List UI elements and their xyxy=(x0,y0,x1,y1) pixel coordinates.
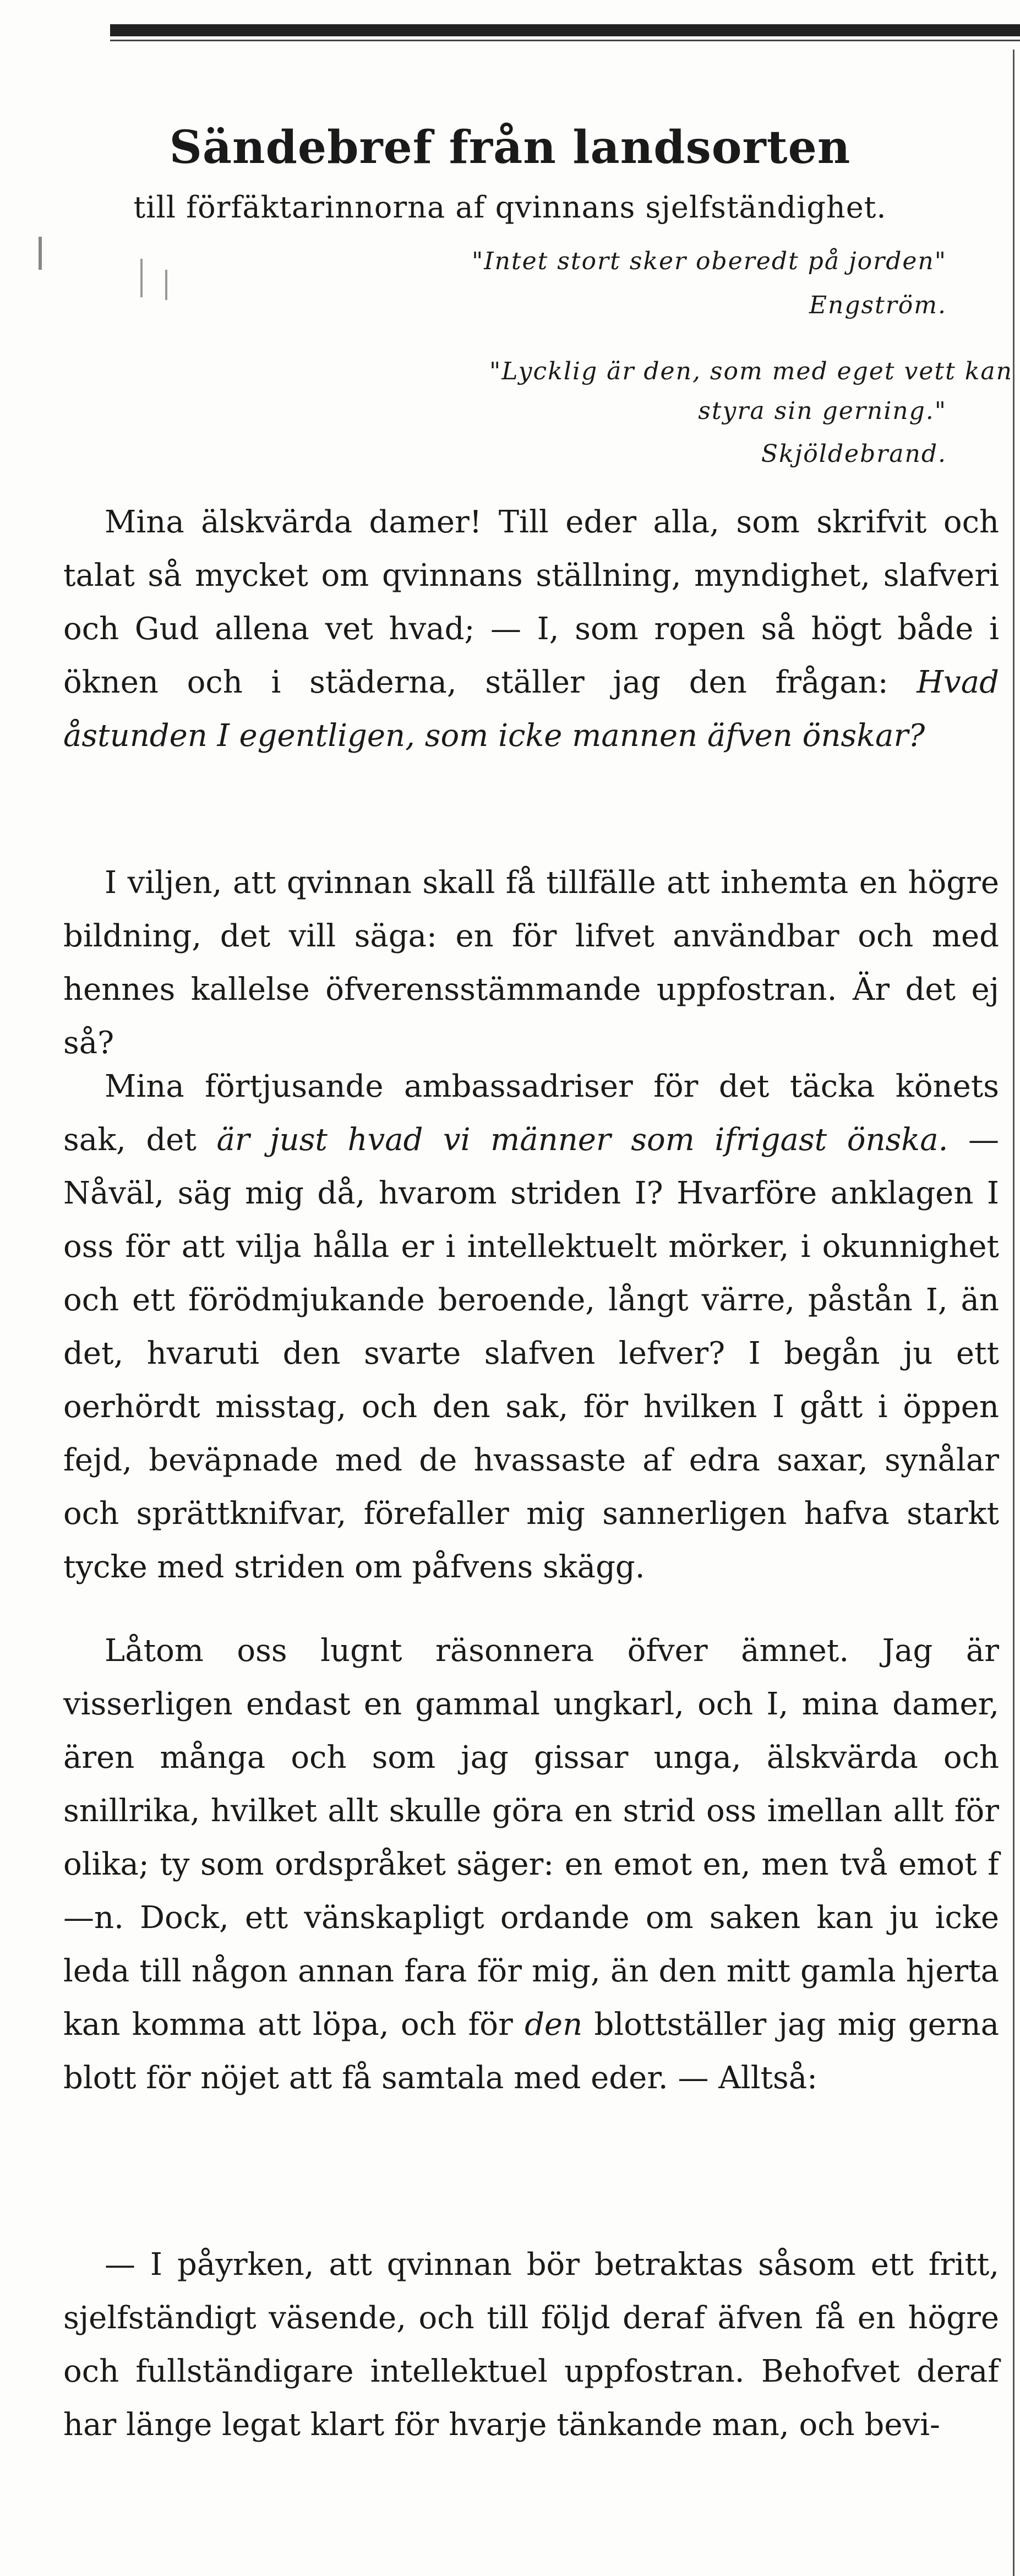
paragraph-emphasis: den xyxy=(525,2007,583,2043)
epigraph-attribution: Skjöldebrand. xyxy=(761,440,947,468)
article-subtitle: till förfäktarinnorna af qvinnans sjelfständighet. xyxy=(133,190,887,225)
margin-mark xyxy=(39,237,42,270)
margin-mark xyxy=(140,259,143,297)
paragraph-emphasis: är just hvad vi männer som ifrigast önska. xyxy=(216,1122,948,1158)
epigraph-attribution: Engström. xyxy=(809,291,947,319)
epigraph-quote: "Lycklig är den, som med eget vett kan xyxy=(489,357,1013,385)
top-rule xyxy=(110,24,1020,36)
paragraph xyxy=(63,1624,999,2105)
paragraph-text: — Nåväl, säg mig då, hvarom striden I? Hvarföre anklagen I oss för att vilja hålla er i intellektuelt mörker, i okunnighet och ett förödmjukande beroende, långt värre, påstån I, än det, hvaruti den svarte slafven lefver? I begån ju ett oerhördt misstag, och den sak, för hvilken I gått i öppen fejd, beväpnade med de hvassaste af edra saxar, synålar och sprättknifvar, förefaller mig sannerligen hafva starkt tycke med striden om påfvens skägg. xyxy=(63,1122,1000,1585)
paragraph-emphasis: Hvad åstunden I egentligen, som icke mannen äfven önskar? xyxy=(63,665,999,754)
column-rule xyxy=(1013,50,1014,2576)
paragraph-text: Låtom oss lugnt räsonnera öfver ämnet. Jag är visserligen endast en gammal ungkarl, och I, mina damer, ären många och som jag gissar unga, älskvärda och snillrika, hvilket allt skulle göra en strid oss imellan allt för olika; ty som ordspråket säger: en emot en, men två emot f—n. Dock, ett vänskapligt ordande om saken kan ju icke leda till någon annan fara för mig, än den mitt gamla hjerta kan komma att löpa, och för xyxy=(63,1633,999,2043)
epigraph-quote-continued: styra sin gerning." xyxy=(698,397,947,425)
paragraph-text: Mina förtjusande ambassadriser för det täcka könets sak, det xyxy=(63,1069,999,1158)
top-rule-thin xyxy=(110,40,1020,41)
paragraph xyxy=(63,856,999,1070)
epigraph-quote: "Intet stort sker oberedt på jorden" xyxy=(471,247,947,275)
margin-mark xyxy=(165,270,167,300)
paragraph-text: — I påyrken, att qvinnan bör betraktas såsom ett fritt, sjelfständigt väsende, och till följd deraf äfven få en högre och fullständigare intellektuel uppfostran. Behofvet deraf har länge legat klart för hvarje tänkande man, och bevi- xyxy=(63,2247,999,2443)
paragraph-text: Mina älskvärda damer! Till eder alla, som skrifvit och talat så mycket om qvinnans ställning, myndighet, slafveri och Gud allena vet hvad; — I, som ropen så högt både i öknen och i städerna, ställer jag den frågan: xyxy=(63,504,999,700)
paragraph-text: I viljen, att qvinnan skall få tillfälle att inhemta en högre bildning, det vill säga: en för lifvet användbar och med hennes kallelse öfverensstämmande uppfostran. Är det ej så? xyxy=(63,865,999,1061)
article-title: Sändebref från landsorten xyxy=(169,121,851,174)
paragraph-text: blottställer jag mig gerna blott för nöjet att få samtala med eder. — Alltså: xyxy=(63,2007,1000,2096)
paragraph xyxy=(63,495,999,763)
paragraph xyxy=(63,1060,999,1594)
paragraph xyxy=(63,2238,999,2452)
